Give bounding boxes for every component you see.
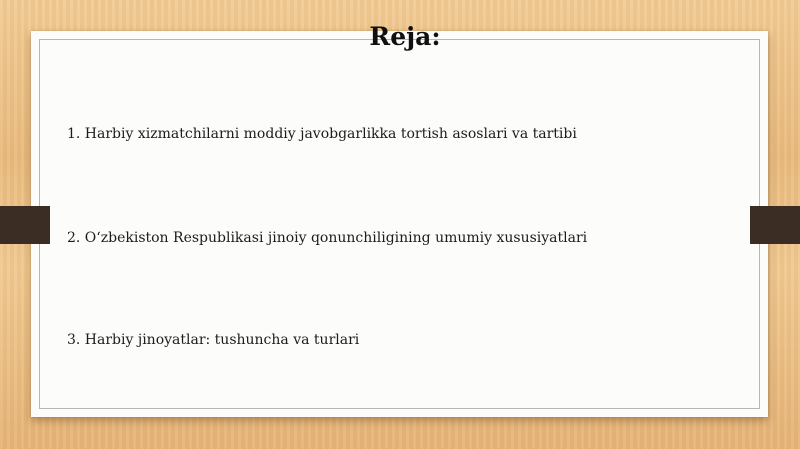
plan-item-2: 2. O‘zbekiston Respublikasi jinoiy qonunchiligining umumiy xususiyatlari — [67, 230, 588, 246]
plan-item-1: 1. Harbiy xizmatchilarni moddiy javobgarlikka tortish asoslari va tartibi — [67, 126, 577, 142]
paper-border — [39, 39, 760, 409]
slide-title: Reja: — [369, 22, 441, 51]
right-decorative-tab — [750, 206, 800, 244]
plan-item-3: 3. Harbiy jinoyatlar: tushuncha va turlari — [67, 332, 360, 348]
left-decorative-tab — [0, 206, 50, 244]
slide-paper — [31, 31, 768, 417]
